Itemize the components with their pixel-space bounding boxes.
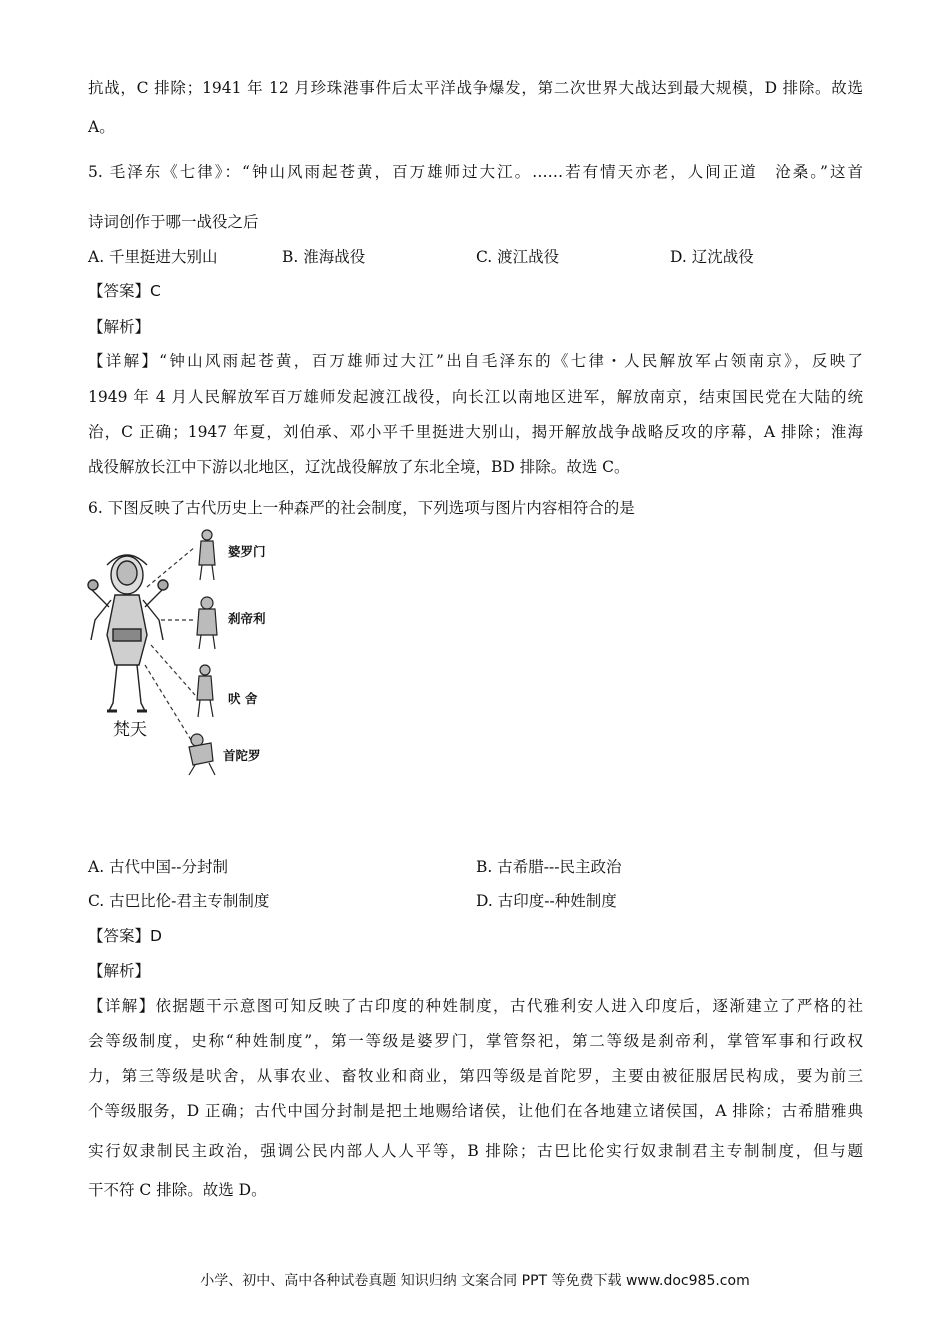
- q6-stem: 6. 下图反映了古代历史上一种森严的社会制度，下列选项与图片内容相符合的是: [88, 499, 635, 517]
- q6-detail-line-4: 个等级服务，D 正确；古代中国分封制是把土地赐给诸侯，让他们在各地建立诸侯国，A 排除；古希腊雅典: [88, 1102, 863, 1120]
- q6-option-b: B. 古希腊---民主政治: [476, 858, 622, 876]
- q6-detail-line-2: 会等级制度，史称“种姓制度”，第一等级是婆罗门，掌管祭祀，第二等级是刹帝利，掌管军事和行政权: [88, 1032, 863, 1050]
- continuation-line-1: 抗战，C 排除；1941 年 12 月珍珠港事件后太平洋战争爆发，第二次世界大战达到最大规模，D 排除。故选: [88, 79, 863, 97]
- q6-detail-line-5: 实行奴隶制民主政治，强调公民内部人人人平等，B 排除；古巴比伦实行奴隶制君主专制制度，但与题: [88, 1142, 863, 1160]
- q5-option-c: C. 渡江战役: [476, 248, 560, 266]
- q6-option-a: A. 古代中国--分封制: [88, 858, 229, 876]
- q6-detail-line-1: 【详解】依据题干示意图可知反映了古印度的种姓制度，古代雅利安人进入印度后，逐渐建立了严格的社: [88, 997, 863, 1015]
- q5-answer-value: C: [150, 282, 161, 300]
- q5-stem-line-1: 5. 毛泽东《七律》：“钟山风雨起苍黄，百万雄师过大江。……若有情天亦老，人间正道 沧桑。”这首: [88, 163, 863, 181]
- q6-answer-value: D: [150, 927, 162, 945]
- q5-answer-label: 【答案】: [88, 282, 151, 300]
- q5-detail-line-2: 1949 年 4 月人民解放军百万雄师发起渡江战役，向长江以南地区进军，解放南京，结束国民党在大陆的统: [88, 388, 863, 406]
- q6-detail-line-6: 干不符 C 排除。故选 D。: [88, 1181, 267, 1199]
- caste-label-brahmin: 婆罗门: [228, 544, 266, 559]
- q5-option-b: B. 淮海战役: [282, 248, 366, 266]
- q6-answer: [88, 924, 162, 946]
- q5-analysis-label: 【解析】: [88, 318, 151, 336]
- q6-answer-label: 【答案】: [88, 927, 151, 945]
- brahmin-figure: [199, 530, 215, 580]
- caste-label-kshatriya: 刹帝利: [228, 611, 266, 626]
- caste-label-vaishya: 吠 舍: [228, 691, 258, 706]
- vaishya-figure: [197, 665, 213, 717]
- caste-figures: [189, 530, 217, 775]
- continuation-line-2: A。: [88, 118, 115, 136]
- caste-system-figure: [85, 525, 285, 785]
- q5-detail-line-4: 战役解放长江中下游以北地区，辽沈战役解放了东北全境，BD 排除。故选 C。: [88, 458, 630, 476]
- shudra-figure: [189, 734, 215, 775]
- q6-analysis-label: 【解析】: [88, 962, 151, 980]
- kshatriya-figure: [197, 597, 217, 649]
- q5-option-d: D. 辽沈战役: [670, 248, 754, 266]
- q5-answer: [88, 279, 161, 301]
- q5-option-a: A. 千里挺进大别山: [88, 248, 218, 266]
- deity-label: 梵天: [113, 720, 147, 740]
- caste-label-shudra: 首陀罗: [223, 748, 261, 763]
- brahma-figure: [88, 555, 168, 711]
- q6-detail-line-3: 力，第三等级是吠舍，从事农业、畜牧业和商业，第四等级是首陀罗，主要由被征服居民构成，要为前三: [88, 1067, 863, 1085]
- q5-detail-line-1: 【详解】“钟山风雨起苍黄，百万雄师过大江”出自毛泽东的《七律・人民解放军占领南京》，反映了: [88, 352, 863, 370]
- page-footer: 小学、初中、高中各种试卷真题 知识归纳 文案合同 PPT 等免费下载 www.doc985.com: [200, 1273, 750, 1289]
- q5-detail-line-3: 治，C 正确；1947 年夏，刘伯承、邓小平千里挺进大别山，揭开解放战争战略反攻的序幕，A 排除；淮海: [88, 423, 863, 441]
- q6-option-d: D. 古印度--种姓制度: [476, 892, 617, 910]
- q5-stem-line-2: 诗词创作于哪一战役之后: [88, 213, 259, 231]
- q6-option-c: C. 古巴比伦-君主专制制度: [88, 892, 270, 910]
- connection-lines: [145, 547, 195, 740]
